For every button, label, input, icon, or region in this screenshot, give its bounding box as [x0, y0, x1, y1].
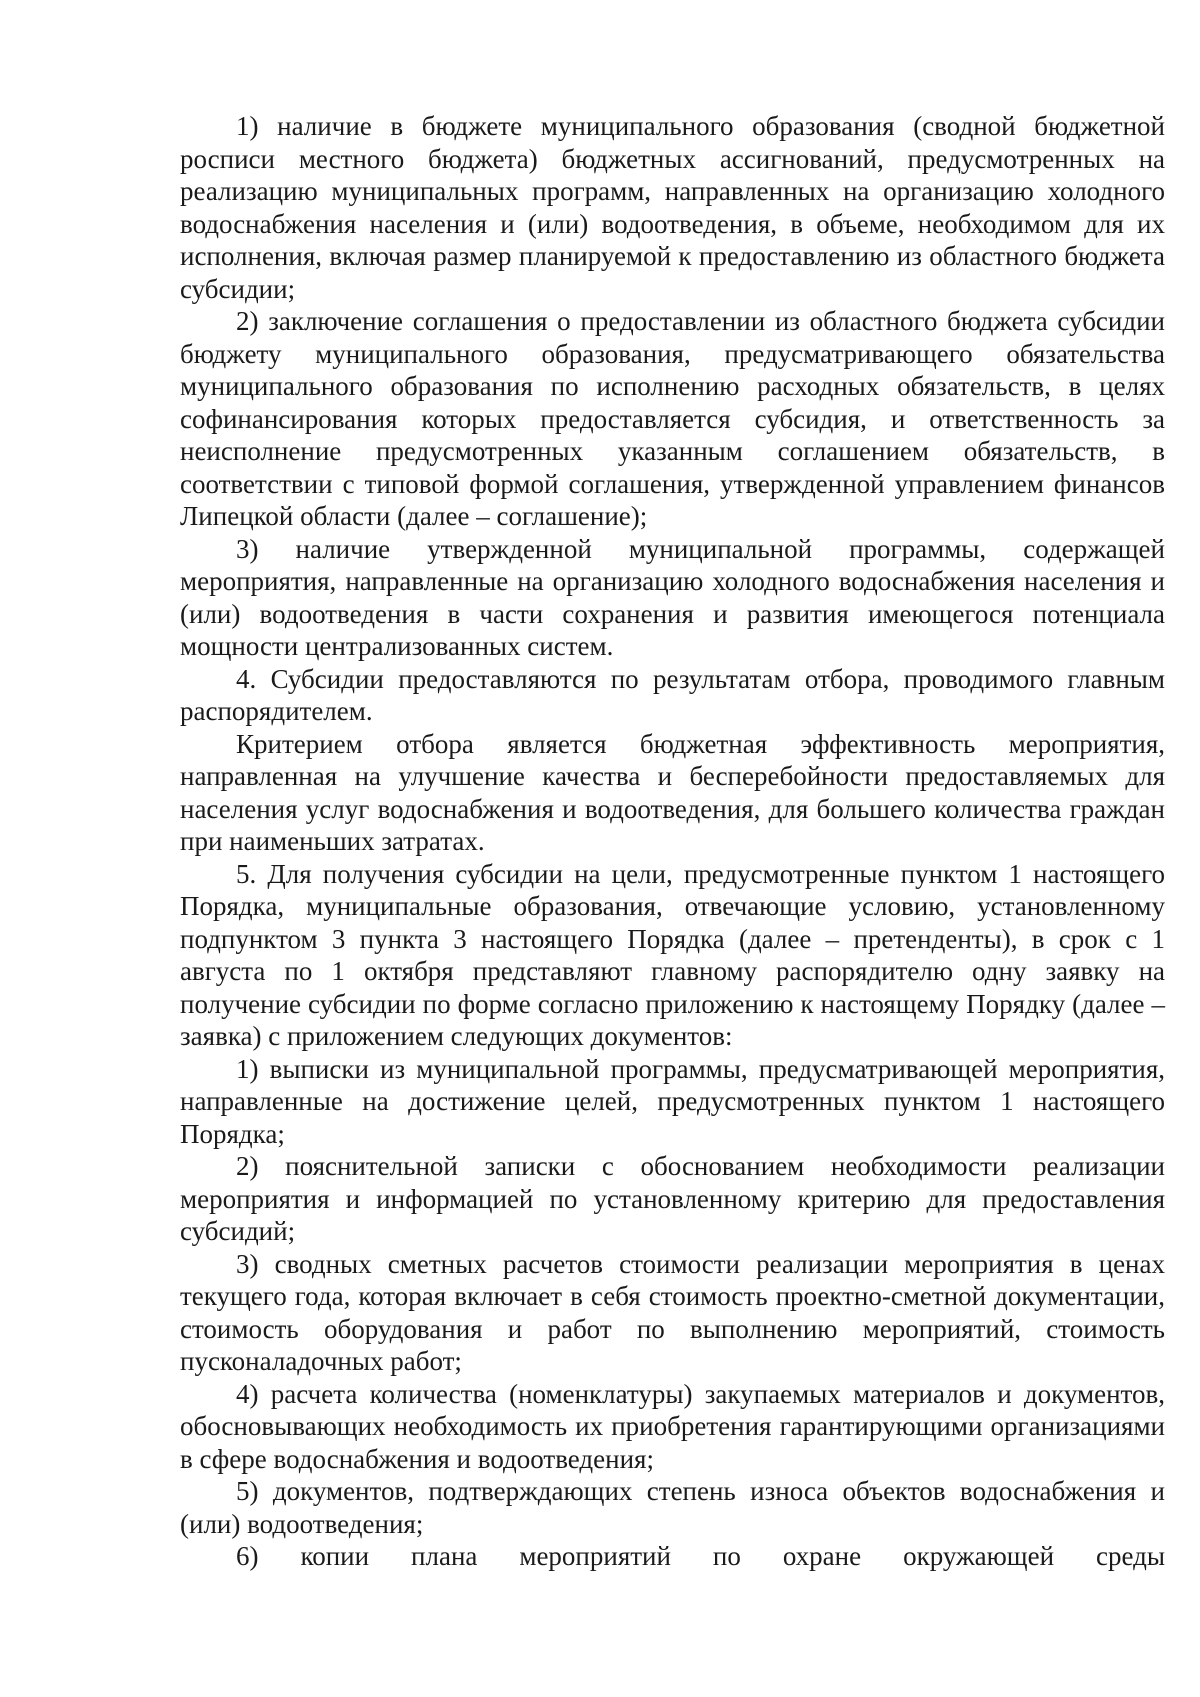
paragraph-doc-item-4: 4) расчета количества (номенклатуры) закупаемых материалов и документов, обосновывающих необходимость их приобретения гарантирующими организациями в сфере водоснабжения и водоотведения; [180, 1378, 1165, 1474]
paragraph-clause-4: 4. Субсидии предоставляются по результатам отбора, проводимого главным распорядителем. [180, 663, 1165, 726]
paragraph-item-2-agreement: 2) заключение соглашения о предоставлении из областного бюджета субсидии бюджету муниципального образования, предусматривающего обязательства муниципального образования по исполнению расходных обязательств, в целях софинансирования которых предоставляется субсидия, и ответственность за неисполнение предусмотренных указанным соглашением обязательств, в соответствии с типовой формой соглашения, утвержденной управлением финансов Липецкой области (далее – соглашение); [180, 306, 1165, 531]
paragraph-doc-item-3: 3) сводных сметных расчетов стоимости реализации мероприятия в ценах текущего года, которая включает в себя стоимость проектно-сметной документации, стоимость оборудования и работ по выполнению мероприятий, стоимость пусконаладочных работ; [180, 1248, 1165, 1376]
paragraph-selection-criterion: Критерием отбора является бюджетная эффективность мероприятия, направленная на улучшение качества и бесперебойности предоставляемых для населения услуг водоснабжения и водоотведения, для большего количества граждан при наименьших затратах. [180, 728, 1165, 856]
paragraph-item-1-budget-allocations: 1) наличие в бюджете муниципального образования (сводной бюджетной росписи местного бюджета) бюджетных ассигнований, предусмотренных на реализацию муниципальных программ, направленных на организацию холодного водоснабжения населения и (или) водоотведения, в объеме, необходимом для их исполнения, включая размер планируемой к предоставлению из областного бюджета субсидии; [180, 111, 1165, 304]
paragraph-doc-item-2: 2) пояснительной записки с обоснованием необходимости реализации мероприятия и информацией по установленному критерию для предоставления субсидий; [180, 1151, 1165, 1246]
paragraph-doc-item-5: 5) документов, подтверждающих степень износа объектов водоснабжения и (или) водоотведения; [180, 1476, 1165, 1539]
paragraph-doc-item-6: 6) копии плана мероприятий по охране окружающей среды [236, 1541, 1165, 1571]
paragraph-clause-5: 5. Для получения субсидии на цели, предусмотренные пунктом 1 настоящего Порядка, муниципальные образования, отвечающие условию, установленному подпунктом 3 пункта 3 настоящего Порядка (далее – претенденты), в срок с 1 августа по 1 октября представляют главному распорядителю одну заявку на получение субсидии по форме согласно приложению к настоящему Порядку (далее – заявка) с приложением следующих документов: [180, 858, 1165, 1051]
paragraph-doc-item-1: 1) выписки из муниципальной программы, предусматривающей мероприятия, направленные на достижение целей, предусмотренных пунктом 1 настоящего Порядка; [180, 1053, 1165, 1149]
document-body [180, 110, 1165, 1573]
paragraph-item-3-municipal-program: 3) наличие утвержденной муниципальной программы, содержащей мероприятия, направленные на организацию холодного водоснабжения населения и (или) водоотведения в части сохранения и развития имеющегося потенциала мощности централизованных систем. [180, 533, 1165, 661]
